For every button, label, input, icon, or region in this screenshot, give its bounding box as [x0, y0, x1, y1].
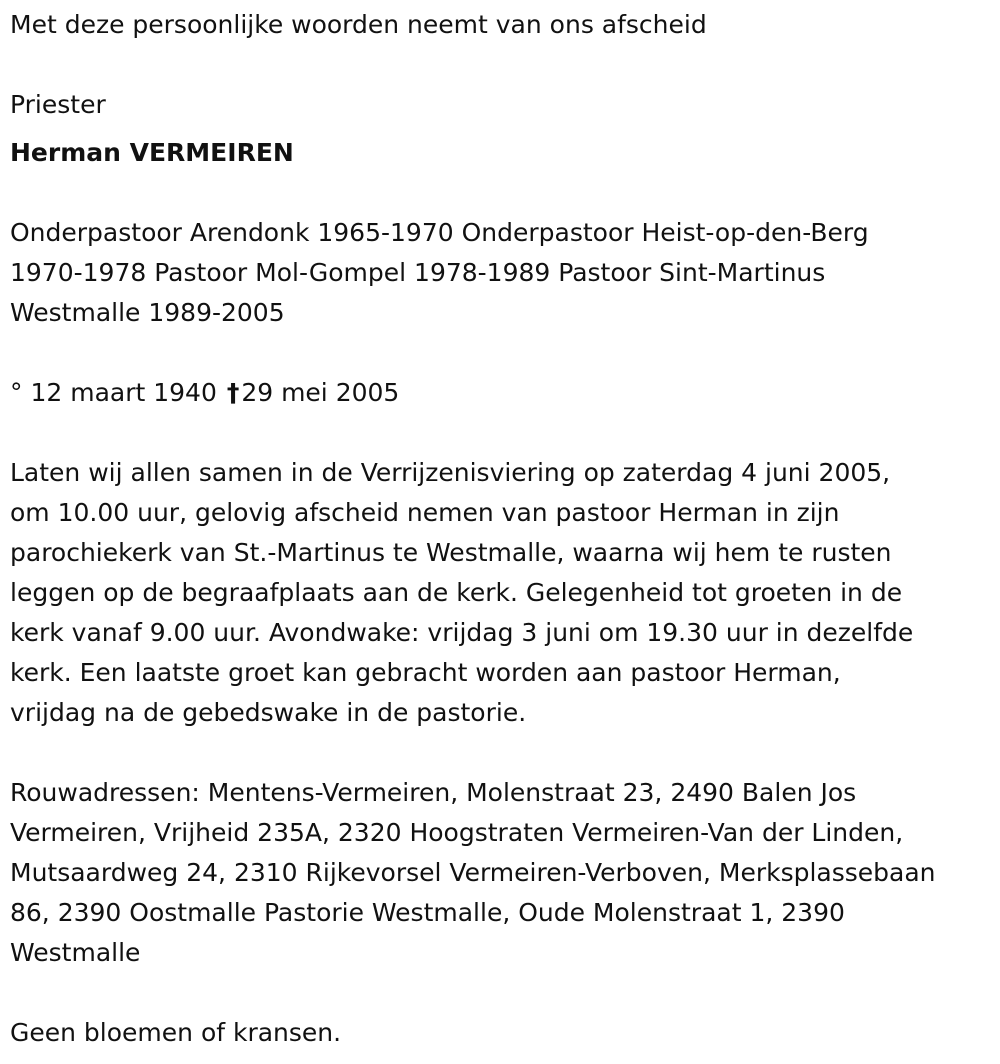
birth-date: 12 maart 1940	[30, 378, 217, 407]
career-line: 1970-1978 Pastoor Mol-Gompel 1978-1989 Pastoor Sint-Martinus	[10, 258, 826, 287]
obituary-document	[10, 5, 995, 1053]
funeral-line: leggen op de begraafplaats aan de kerk. Gelegenheid tot groeten in de	[10, 578, 903, 607]
funeral-line: parochiekerk van St.-Martinus te Westmalle, waarna wij hem te rusten	[10, 538, 892, 567]
deceased-name: Herman VERMEIREN	[10, 138, 294, 167]
closing-note: Geen bloemen of kransen.	[10, 1018, 342, 1047]
spacer	[10, 973, 995, 1013]
spacer	[10, 333, 995, 373]
spacer	[10, 173, 995, 213]
address-line: Vermeiren, Vrijheid 235A, 2320 Hoogstraten Vermeiren-Van der Linden,	[10, 818, 904, 847]
birth-symbol: °	[10, 378, 23, 407]
career-line: Onderpastoor Arendonk 1965-1970 Onderpastoor Heist-op-den-Berg	[10, 218, 869, 247]
spacer	[10, 45, 995, 85]
death-date: 29 mei 2005	[241, 378, 400, 407]
funeral-line: vrijdag na de gebedswake in de pastorie.	[10, 698, 527, 727]
address-line: Rouwadressen: Mentens-Vermeiren, Molenstraat 23, 2490 Balen Jos	[10, 778, 857, 807]
title-prefix: Priester	[10, 90, 106, 119]
address-line: 86, 2390 Oostmalle Pastorie Westmalle, Oude Molenstraat 1, 2390	[10, 898, 845, 927]
career-paragraph	[10, 213, 995, 333]
funeral-paragraph	[10, 453, 995, 733]
funeral-line: Laten wij allen samen in de Verrijzenisviering op zaterdag 4 juni 2005,	[10, 458, 891, 487]
funeral-line: om 10.00 uur, gelovig afscheid nemen van pastoor Herman in zijn	[10, 498, 840, 527]
spacer	[10, 733, 995, 773]
addresses-paragraph	[10, 773, 995, 973]
intro-text: Met deze persoonlijke woorden neemt van ons afscheid	[10, 10, 707, 39]
address-line: Mutsaardweg 24, 2310 Rijkevorsel Vermeiren-Verboven, Merksplassebaan	[10, 858, 936, 887]
funeral-line: kerk vanaf 9.00 uur. Avondwake: vrijdag 3 juni om 19.30 uur in dezelfde	[10, 618, 914, 647]
cross-icon: †	[226, 378, 240, 407]
career-line: Westmalle 1989-2005	[10, 298, 285, 327]
address-line: Westmalle	[10, 938, 141, 967]
funeral-line: kerk. Een laatste groet kan gebracht worden aan pastoor Herman,	[10, 658, 841, 687]
life-dates	[10, 373, 995, 413]
spacer	[10, 413, 995, 453]
